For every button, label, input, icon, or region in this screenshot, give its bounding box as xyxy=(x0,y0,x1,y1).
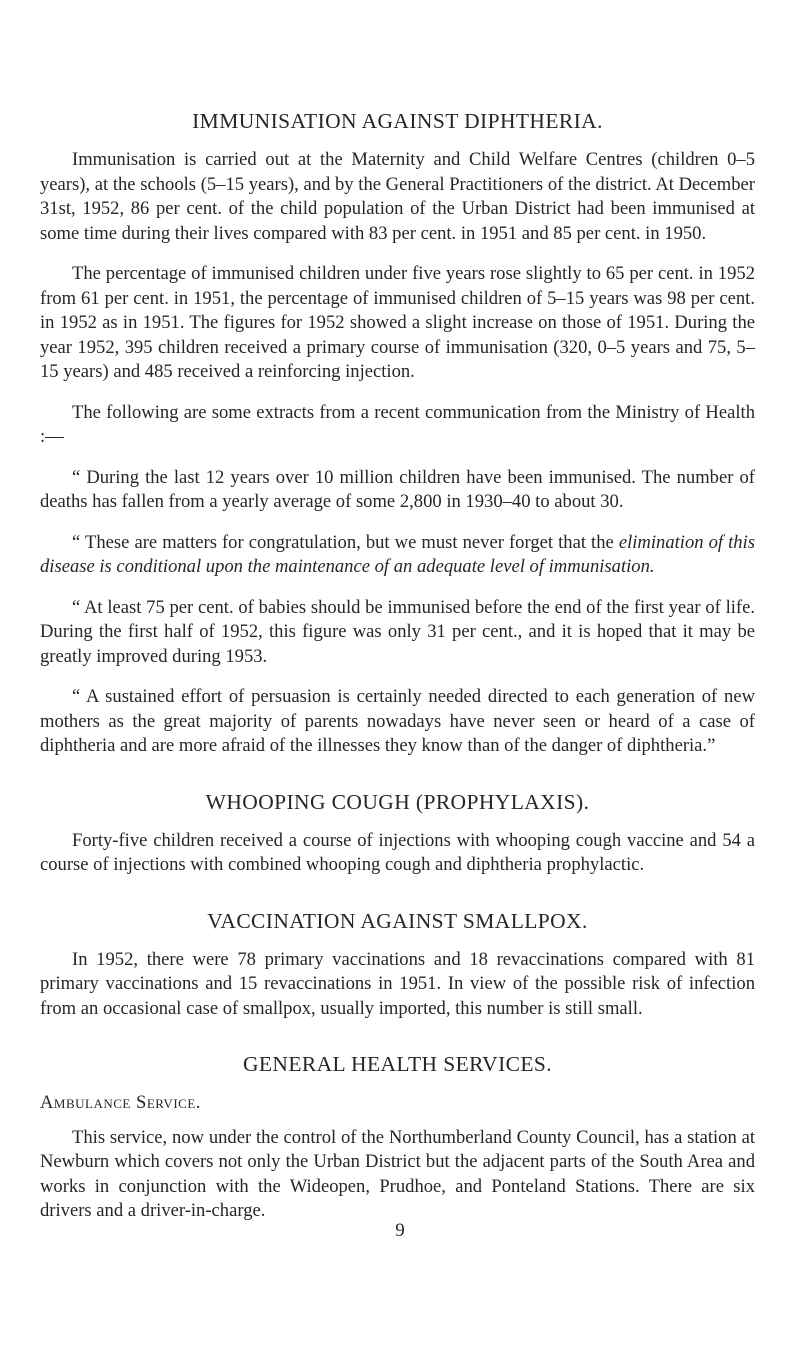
paragraph: In 1952, there were 78 primary vaccinations and 18 revaccinations compared with 81 primary vaccinations and 15 revaccinations in 1951. In view of the possible risk of infection from an occasional case of smallpox, usually imported, this number is still small. xyxy=(40,948,755,1019)
paragraph: Forty-five children received a course of injections with whooping cough vaccine and 54 a course of injections with combined whooping cough and diphtheria prophylactic. xyxy=(40,829,755,875)
page-content xyxy=(40,106,755,1240)
section-immunisation xyxy=(40,106,755,759)
section-title-general-health: GENERAL HEALTH SERVICES. xyxy=(242,1052,553,1076)
page-number: 9 xyxy=(395,1220,405,1241)
quote-text: “ These are matters for congratulation, but we must never forget that the xyxy=(72,531,619,553)
paragraph: The percentage of immunised children under five years rose slightly to 65 per cent. in 1952 from 61 per cent. in 1951, the percentage of immunised children of 5–15 years was 98 per cent. in 1952 as in 1951. The figures for 1952 showed a slight increase on those of 1951. During the year 1952, 395 children received a primary course of immunisation (320, 0–5 years and 75, 5–15 years) and 485 received a reinforcing injection. xyxy=(40,263,755,382)
paragraph: Immunisation is carried out at the Maternity and Child Welfare Centres (children 0–5 years), at the schools (5–15 years), and by the General Practitioners of the district. At December 31st, 1952, 86 per cent. of the child population of the Urban District had been immunised at some time during their lives compared with 83 per cent. in 1951 and 85 per cent. in 1950. xyxy=(40,149,755,244)
paragraph: The following are some extracts from a recent communication from the Ministry of Health :— xyxy=(40,401,755,447)
quote-paragraph: “ During the last 12 years over 10 million children have been immunised. The number of deaths has fallen from a yearly average of some 2,800 in 1930–40 to about 30. xyxy=(40,466,755,512)
section-title-immunisation: IMMUNISATION AGAINST DIPHTHERIA. xyxy=(192,109,603,133)
paragraph: This service, now under the control of the Northumberland County Council, has a station at Newburn which covers not only the Urban District but the adjacent parts of the South Area and works in conjunction with the Wideopen, Prudhoe, and Ponteland Stations. There are six drivers and a driver-in-charge. xyxy=(40,1126,755,1221)
quote-paragraph xyxy=(40,531,755,580)
subheading-ambulance-service: Ambulance Service. xyxy=(40,1092,201,1113)
section-title-whooping-cough: WHOOPING COUGH (PROPHYLAXIS). xyxy=(205,789,590,814)
quote-paragraph: “ At least 75 per cent. of babies should be immunised before the end of the first year of life. During the first half of 1952, this figure was only 31 per cent., and it is hoped that it may be greatly improved during 1953. xyxy=(40,596,755,667)
section-general-health xyxy=(40,1049,755,1224)
section-vaccination xyxy=(40,906,755,1022)
quote-paragraph: “ A sustained effort of persuasion is certainly needed directed to each generation of new mothers as the great majority of parents nowadays have never seen or heard of a case of diphtheria and are more afraid of the illnesses they know than of the danger of diphtheria.” xyxy=(40,686,755,756)
section-title-vaccination: VACCINATION AGAINST SMALLPOX. xyxy=(207,908,588,933)
section-whooping-cough xyxy=(40,787,755,878)
quote-emphasis: elimination of this disease is conditional upon the maintenance of an adequate level of immunisation. xyxy=(40,531,755,577)
